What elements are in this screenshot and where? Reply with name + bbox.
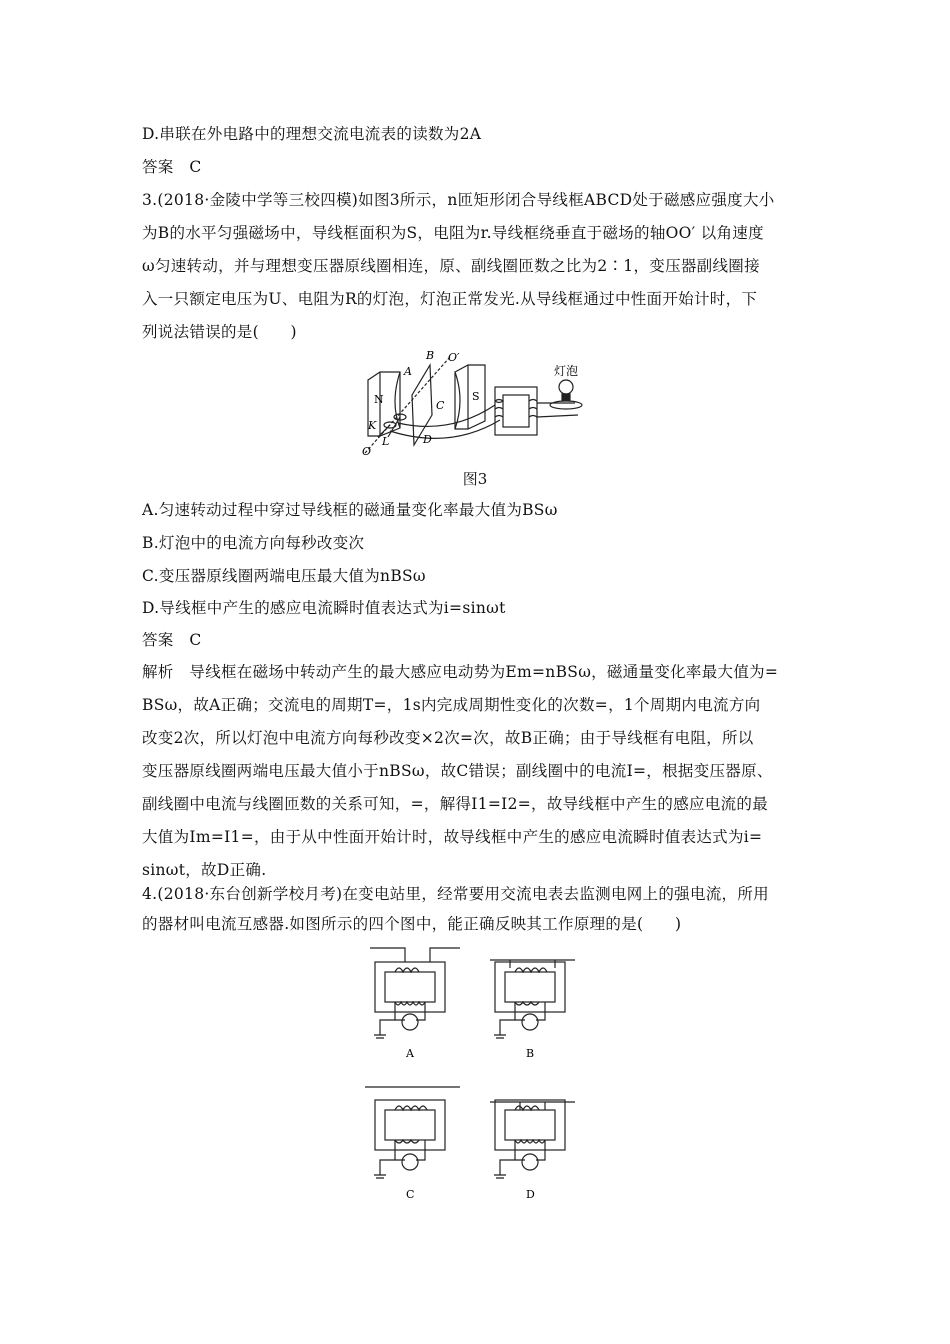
label-A: A	[404, 365, 412, 378]
label-option-C: C	[406, 1188, 415, 1201]
label-L: L	[382, 435, 390, 448]
analysis-line: 改变2次，所以灯泡中电流方向每秒改变×2次=次，故B正确；由于导线框有电阻，所以	[142, 729, 754, 747]
option-d: D.导线框中产生的感应电流瞬时值表达式为i=sinωt	[142, 599, 506, 617]
figure-4-options	[360, 940, 590, 1210]
label-option-B: B	[526, 1047, 535, 1060]
analysis-line: 解析 导线框在磁场中转动产生的最大感应电动势为Em=nBSω，磁通量变化率最大值为=	[142, 663, 779, 681]
label-S: S	[472, 390, 480, 403]
analysis-line: 变压器原线圈两端电压最大值小于nBSω，故C错误；副线圈中的电流I=，根据变压器原、	[142, 762, 773, 780]
label-N: N	[374, 393, 384, 406]
label-D: D	[423, 433, 432, 446]
option-b: B.灯泡中的电流方向每秒改变次	[142, 534, 365, 552]
analysis-line: 大值为Im=I1=，由于从中性面开始计时，故导线框中产生的感应电流瞬时值表达式为i=	[142, 828, 763, 846]
question-3-line: ω匀速转动，并与理想变压器原线圈相连，原、副线圈匝数之比为2∶1，变压器副线圈接	[142, 257, 760, 275]
label-B: B	[426, 349, 435, 362]
question-4-line: 的器材叫电流互感器.如图所示的四个图中，能正确反映其工作原理的是( )	[142, 915, 682, 933]
analysis-line: sinωt，故D正确.	[142, 861, 267, 879]
label-bulb: 灯泡	[554, 364, 579, 378]
answer-line: 答案 C	[142, 631, 202, 649]
analysis-line: 副线圈中电流与线圈匝数的关系可知，=，解得I1=I2=，故导线框中产生的感应电流的最	[142, 795, 769, 813]
label-option-A: A	[406, 1047, 414, 1060]
label-O-prime: O′	[448, 351, 460, 364]
option-c: C.变压器原线圈两端电压最大值为nBSω	[142, 567, 426, 585]
label-C: C	[436, 399, 445, 412]
label-K: K	[368, 419, 377, 432]
figure-3-generator-diagram	[360, 345, 600, 460]
question-3-line: 为B的水平匀强磁场中，导线框面积为S，电阻为r.导线框绕垂直于磁场的轴OO′ 以角速度	[142, 224, 764, 242]
text-line: D.串联在外电路中的理想交流电流表的读数为2A	[142, 125, 482, 143]
question-3-line: 入一只额定电压为U、电阻为R的灯泡，灯泡正常发光.从导线框通过中性面开始计时，下	[142, 290, 758, 308]
answer-line: 答案 C	[142, 158, 202, 176]
question-4-line: 4.(2018·东台创新学校月考)在变电站里，经常要用交流电表去监测电网上的强电流，所用	[142, 885, 769, 903]
figure-3-caption: 图3	[462, 470, 488, 488]
label-O: O	[362, 445, 372, 458]
label-option-D: D	[526, 1188, 535, 1201]
option-a: A.匀速转动过程中穿过导线框的磁通量变化率最大值为BSω	[142, 501, 558, 519]
analysis-line: BSω，故A正确；交流电的周期T=，1s内完成周期性变化的次数=，1个周期内电流方向	[142, 696, 761, 714]
question-3-line: 列说法错误的是( )	[142, 323, 297, 341]
question-3-line: 3.(2018·金陵中学等三校四模)如图3所示，n匝矩形闭合导线框ABCD处于磁感应强度大小	[142, 191, 775, 209]
